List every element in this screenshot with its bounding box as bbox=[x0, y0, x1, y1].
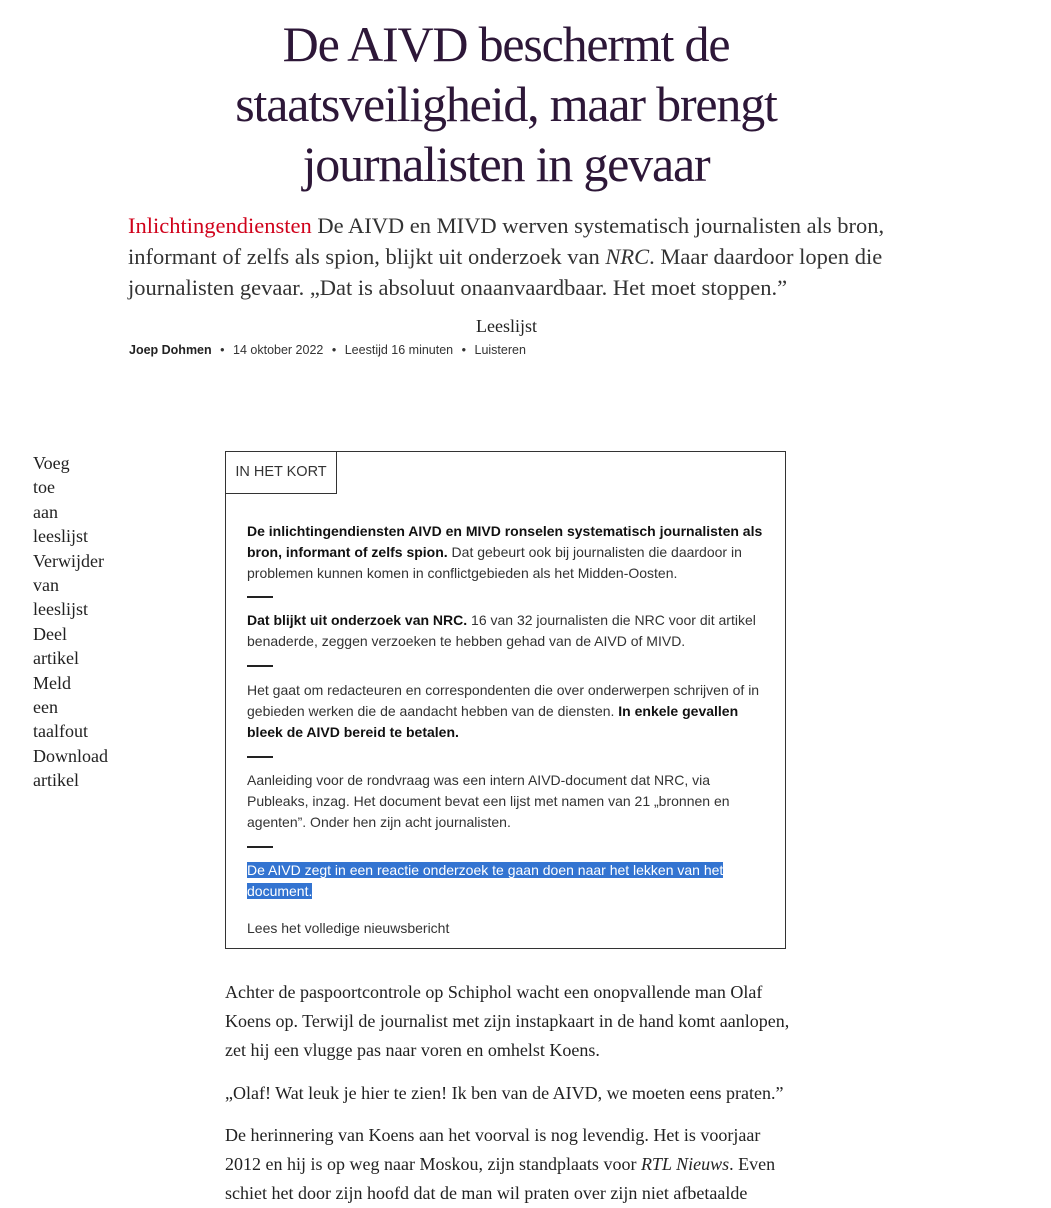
body-paragraph: Achter de paspoortcontrole op Schiphol wacht een onopvallende man Olaf Koens op. Terwijl de journalist met zijn instapkaart in de hand komt aanlopen, zet hij een vlugge pas naar voren en omhelst Koens. bbox=[225, 982, 790, 1060]
lede-text-before: De AIVD en MIVD werven systematisch journalisten als bron, informant of zelfs als spion, blijkt uit onderzoek van bbox=[128, 213, 885, 269]
body-text: . Even schiet het door zijn hoofd dat de man wil praten over zijn niet afbetaalde bbox=[225, 1154, 776, 1203]
action-word: een bbox=[33, 697, 58, 718]
report-typo-button[interactable] bbox=[33, 671, 123, 744]
in-short-item bbox=[247, 770, 772, 833]
action-word: Download bbox=[33, 745, 108, 766]
in-short-label: IN HET KORT bbox=[226, 452, 337, 494]
byline-separator: • bbox=[461, 343, 467, 357]
in-short-item-text: Dat gebeurt ook bij journalisten die daardoor in problemen kunnen komen in conflictgebieden als het Midden-Oosten. bbox=[247, 544, 742, 581]
read-time: Leestijd 16 minuten bbox=[344, 343, 454, 357]
action-word: leeslijst bbox=[33, 599, 88, 620]
action-word: van bbox=[33, 575, 59, 596]
body-text: De herinnering van Koens aan het voorval is nog levendig. Het is voorjaar 2012 en hij is op weg naar Moskou, zijn standplaats voor bbox=[225, 1125, 761, 1174]
article-headline: De AIVD beschermt de staatsveiligheid, maar brengt journalisten in gevaar bbox=[235, 16, 777, 192]
remove-from-reading-list-button[interactable] bbox=[33, 549, 123, 622]
body-italic: RTL Nieuws bbox=[640, 1154, 730, 1174]
read-full-news-link[interactable]: Lees het volledige nieuwsbericht bbox=[247, 920, 450, 936]
lede-italic: NRC bbox=[605, 244, 650, 269]
in-short-item bbox=[247, 680, 772, 743]
divider bbox=[247, 665, 273, 667]
byline-separator: • bbox=[220, 343, 225, 357]
action-word: Meld bbox=[33, 672, 71, 693]
in-short-box bbox=[225, 451, 786, 949]
divider bbox=[247, 596, 273, 598]
in-short-item-text: 16 van 32 journalisten die NRC voor dit artikel benaderde, zeggen verzoeken te hebben gehad van de AIVD of MIVD. bbox=[247, 612, 756, 649]
reading-list-button[interactable]: Leeslijst bbox=[476, 316, 537, 336]
byline bbox=[129, 343, 526, 357]
in-short-item-bold: Dat blijkt uit onderzoek van NRC. bbox=[247, 612, 468, 628]
add-to-reading-list-button[interactable] bbox=[33, 451, 123, 549]
article-actions bbox=[33, 451, 123, 793]
section-kicker[interactable]: Inlichtingendiensten bbox=[128, 213, 312, 238]
selected-text: document. bbox=[247, 883, 313, 899]
in-short-item-selected bbox=[247, 860, 772, 902]
byline-separator: • bbox=[331, 343, 337, 357]
in-short-item-text: Het gaat om redacteuren en correspondenten die over onderwerpen schrijven of in gebieden werken die de aandacht hebben van de diensten. bbox=[247, 682, 760, 719]
action-word: toe bbox=[33, 477, 55, 498]
body-paragraph bbox=[225, 1121, 790, 1208]
in-short-item-bold: De inlichtingendiensten AIVD en MIVD ronselen systematisch journalisten als bron, informant of zelfs spion. bbox=[247, 523, 763, 560]
in-short-item-text: Aanleiding voor de rondvraag was een intern AIVD-document dat NRC, via Publeaks, inzag. Het document bevat een lijst met namen van 21 „bronnen en agenten”. Onder hen zijn acht journalisten. bbox=[247, 772, 730, 830]
article-lede bbox=[128, 210, 928, 303]
action-word: artikel bbox=[33, 770, 79, 791]
divider bbox=[247, 756, 273, 758]
download-article-button[interactable] bbox=[33, 744, 123, 793]
in-short-item bbox=[247, 610, 772, 652]
selected-text: De AIVD zegt in een reactie onderzoek te gaan doen naar het lekken van het bbox=[247, 862, 724, 878]
lede-text-after: . Maar daardoor lopen die journalisten gevaar. „Dat is absoluut onaanvaardbaar. Het moet stoppen.” bbox=[128, 244, 883, 300]
action-word: Deel bbox=[33, 623, 67, 644]
action-word: leeslijst bbox=[33, 526, 88, 547]
action-word: artikel bbox=[33, 648, 79, 669]
in-short-item-bold: In enkele gevallen bleek de AIVD bereid te betalen. bbox=[247, 703, 739, 740]
divider bbox=[247, 846, 273, 848]
author-link[interactable]: Joep Dohmen bbox=[129, 343, 212, 357]
action-word: Verwijder bbox=[33, 550, 104, 571]
body-paragraph: „Olaf! Wat leuk je hier te zien! Ik ben van de AIVD, we moeten eens praten.” bbox=[225, 1083, 784, 1103]
action-word: Voeg bbox=[33, 453, 70, 473]
listen-button[interactable]: Luisteren bbox=[474, 343, 526, 357]
publish-date: 14 oktober 2022 bbox=[233, 343, 324, 357]
action-word: taalfout bbox=[33, 721, 88, 742]
action-word: aan bbox=[33, 501, 58, 522]
share-article-button[interactable] bbox=[33, 622, 123, 671]
in-short-item bbox=[247, 521, 772, 584]
